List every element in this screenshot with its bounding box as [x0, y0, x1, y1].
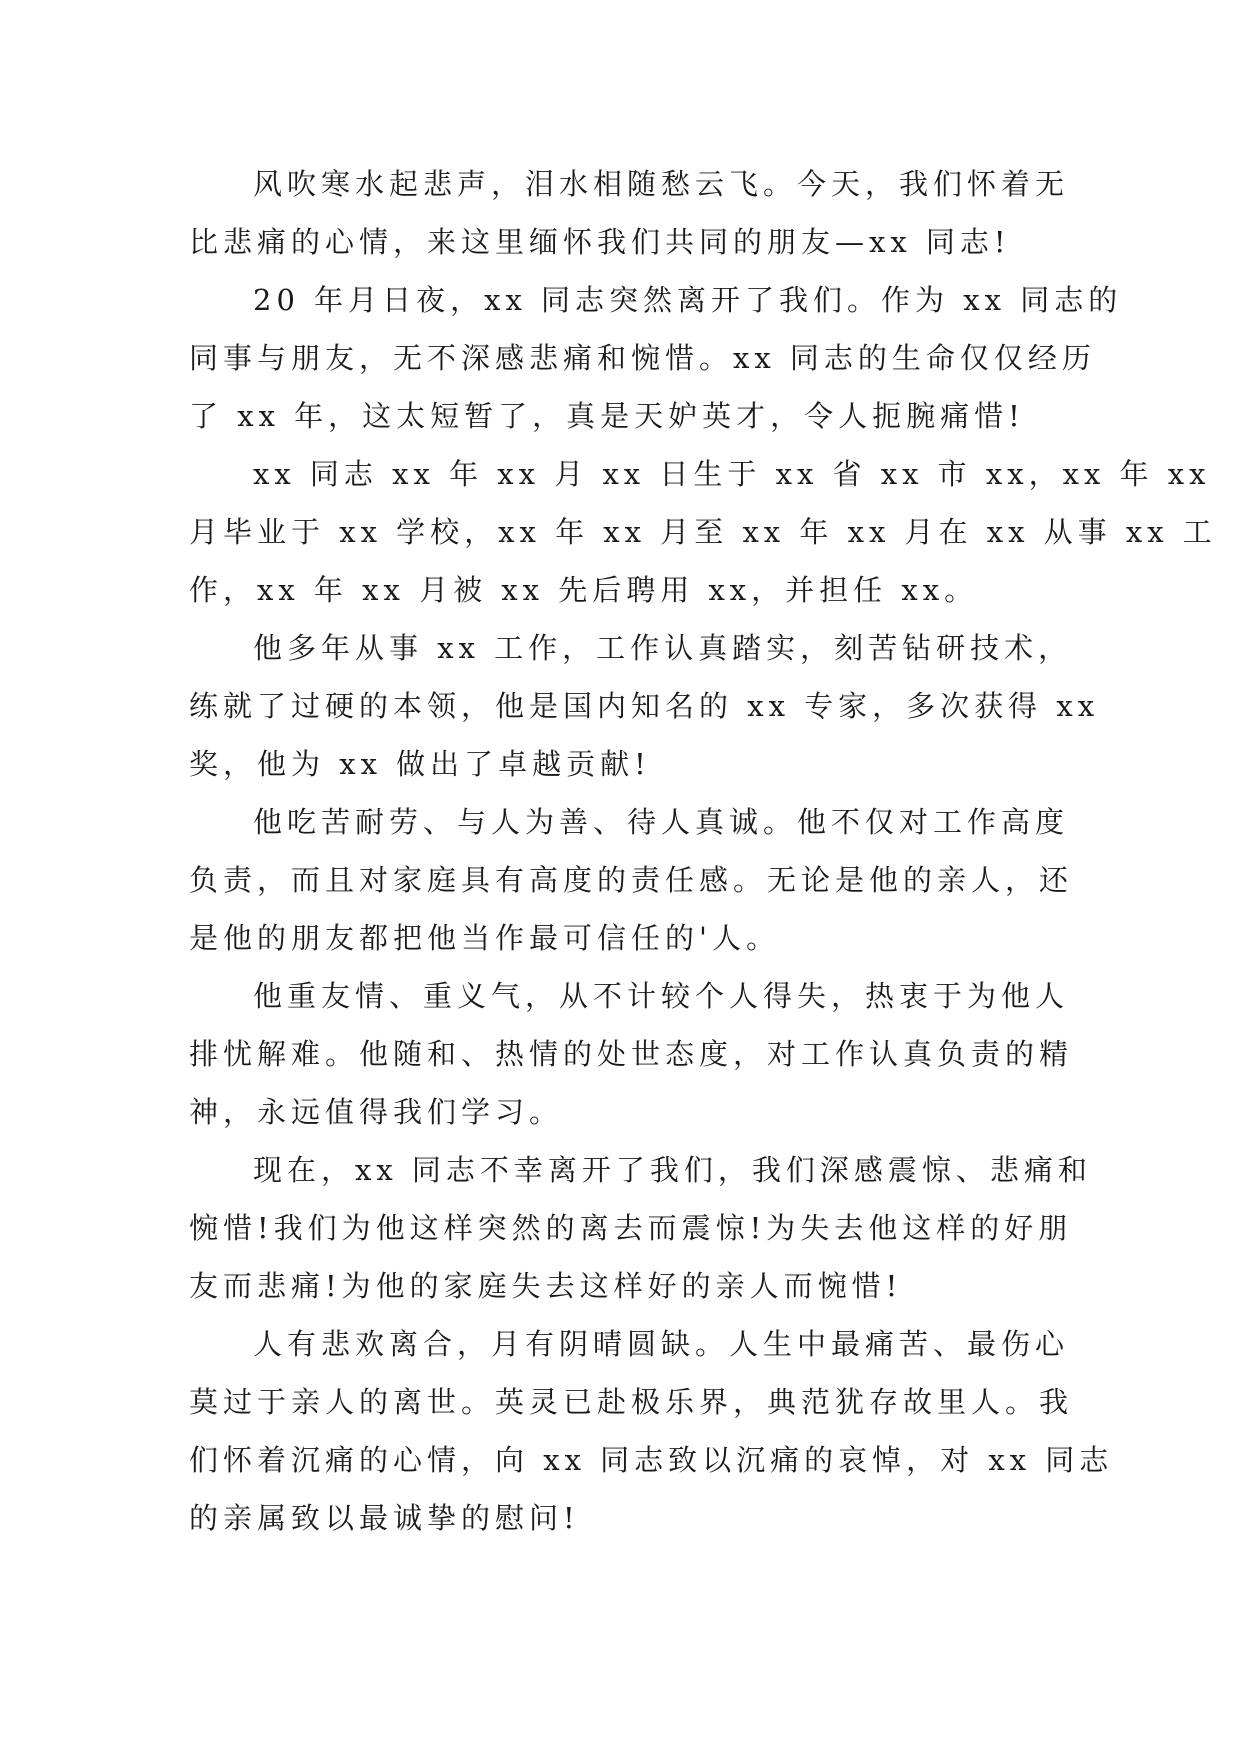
- paragraph-4: [189, 619, 1100, 793]
- text-line: 比悲痛的心情，来这里缅怀我们共同的朋友—xx 同志!: [189, 225, 1011, 259]
- paragraph-2: [189, 271, 1123, 445]
- text-line: 20 年月日夜，xx 同志突然离开了我们。作为 xx 同志的: [253, 283, 1123, 317]
- text-line: 他多年从事 xx 工作，工作认真踏实，刻苦钻研技术，: [253, 631, 1073, 665]
- text-line: 的亲属致以最诚挚的慰问!: [189, 1501, 580, 1535]
- paragraph-1: [189, 155, 1070, 271]
- text-line: 他重友情、重义气，从不计较个人得失，热衷于为他人: [253, 979, 1070, 1013]
- text-line: 月毕业于 xx 学校，xx 年 xx 月至 xx 年 xx 月在 xx 从事 xx 工: [189, 515, 1217, 549]
- text-line: 了 xx 年，这太短暂了，真是天妒英才，令人扼腕痛惜!: [189, 399, 1025, 433]
- paragraph-7: [189, 1141, 1092, 1315]
- text-line: 是他的朋友都把他当作最可信任的'人。: [189, 921, 780, 955]
- text-line: 莫过于亲人的离世。英灵已赴极乐界，典范犹存故里人。我: [189, 1385, 1074, 1419]
- document-body: [189, 155, 1217, 1547]
- paragraph-6: [189, 967, 1074, 1141]
- text-line: 他吃苦耐劳、与人为善、待人真诚。他不仅对工作高度: [253, 805, 1070, 839]
- paragraph-5: [189, 793, 1074, 967]
- text-line: 神，永远值得我们学习。: [189, 1095, 564, 1129]
- text-line: 友而悲痛!为他的家庭失去这样好的亲人而惋惜!: [189, 1269, 903, 1303]
- text-line: 排忧解难。他随和、热情的处世态度，对工作认真负责的精: [189, 1037, 1074, 1071]
- text-line: 同事与朋友，无不深感悲痛和惋惜。xx 同志的生命仅仅经历: [189, 341, 1096, 375]
- text-line: 人有悲欢离合，月有阴晴圆缺。人生中最痛苦、最伤心: [253, 1327, 1070, 1361]
- text-line: 们怀着沉痛的心情，向 xx 同志致以沉痛的哀悼，对 xx 同志: [189, 1443, 1114, 1477]
- text-line: xx 同志 xx 年 xx 月 xx 日生于 xx 省 xx 市 xx，xx 年 xx: [253, 457, 1211, 491]
- text-line: 负责，而且对家庭具有高度的责任感。无论是他的亲人，还: [189, 863, 1074, 897]
- text-line: 现在，xx 同志不幸离开了我们，我们深感震惊、悲痛和: [253, 1153, 1092, 1187]
- paragraph-3: [189, 445, 1217, 619]
- paragraph-8: [189, 1315, 1114, 1547]
- text-line: 风吹寒水起悲声，泪水相随愁云飞。今天，我们怀着无: [253, 167, 1070, 201]
- text-line: 练就了过硬的本领，他是国内知名的 xx 专家，多次获得 xx: [189, 689, 1100, 723]
- text-line: 惋惜!我们为他这样突然的离去而震惊!为失去他这样的好朋: [189, 1211, 1073, 1245]
- text-line: 作，xx 年 xx 月被 xx 先后聘用 xx，并担任 xx。: [189, 573, 979, 607]
- text-line: 奖，他为 xx 做出了卓越贡献!: [189, 747, 651, 781]
